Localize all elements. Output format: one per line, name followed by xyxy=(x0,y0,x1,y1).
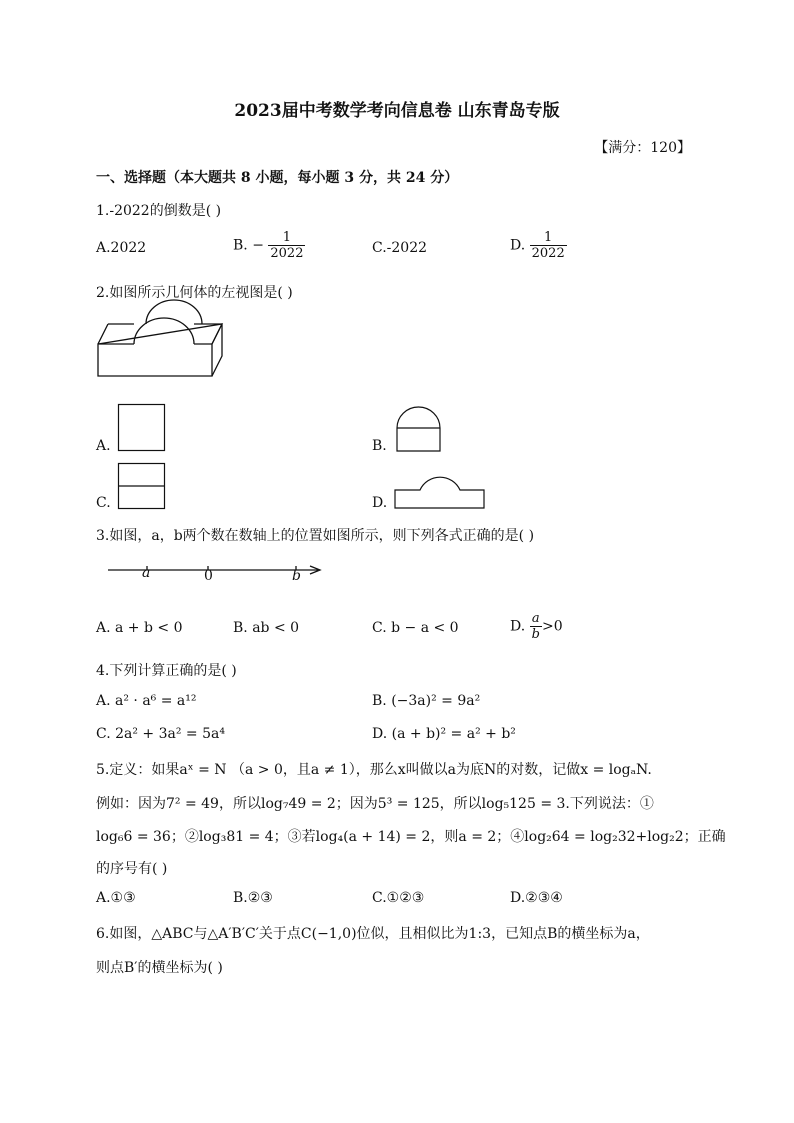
q5-option-a: A.①③ xyxy=(96,890,136,906)
q3-option-c: C. b − a < 0 xyxy=(372,620,459,636)
q5-option-c: C.①②③ xyxy=(372,890,425,906)
q2-option-d-label: D. xyxy=(372,495,388,511)
section-heading: 一、选择题（本大题共 8 小题，每小题 3 分，共 24 分） xyxy=(96,170,459,186)
q5-line-3: log₆6 = 36；②log₃81 = 4；③若log₄(a + 14) = 2，则a = 2；④log₂64 = log₂32+log₂2；正确 xyxy=(96,829,726,845)
q5-line-1: 5.定义：如果aˣ = N （a > 0，且a ≠ 1），那么x叫做以a为底N的对数，记做x = logₐN. xyxy=(96,762,652,778)
axis-label-a: a xyxy=(142,565,151,581)
q5-option-b: B.②③ xyxy=(233,890,273,906)
q4-stem: 4.下列计算正确的是( ) xyxy=(96,663,237,679)
q5-line-2: 例如：因为7² = 49，所以log₇49 = 2；因为5³ = 125，所以log₅125 = 3.下列说法：① xyxy=(96,796,654,812)
q3-stem: 3.如图，a，b两个数在数轴上的位置如图所示，则下列各式正确的是( ) xyxy=(96,528,535,544)
q2-stem: 2.如图所示几何体的左视图是( ) xyxy=(96,285,293,301)
q2-option-b-figure xyxy=(396,406,442,454)
q1-option-d: D. $\frac{1}{2022}$ xyxy=(510,230,565,261)
q2-option-a-figure xyxy=(118,404,166,452)
score-label: 【满分：120】 xyxy=(594,140,691,156)
q6-line-2: 则点B′的横坐标为( ) xyxy=(96,960,223,976)
q6-line-1: 6.如图，△ABC与△A′B′C′关于点C(−1,0)位似，且相似比为1:3，已知点B的横坐标为a， xyxy=(96,926,650,942)
q2-option-d-figure xyxy=(394,466,486,510)
q1-option-c: C.-2022 xyxy=(372,240,428,256)
page-title: 2023届中考数学考向信息卷 山东青岛专版 xyxy=(234,101,560,121)
axis-label-b: b xyxy=(292,568,301,584)
axis-label-0: 0 xyxy=(204,568,213,584)
q2-option-a-label: A. xyxy=(96,438,111,454)
q5-line-4: 的序号有( ) xyxy=(96,861,168,877)
q4-option-b: B. (−3a)² = 9a² xyxy=(372,693,481,709)
q3-option-d: D. $\frac{a}{b}$ >0 xyxy=(510,611,563,642)
q5-option-d: D.②③④ xyxy=(510,890,563,906)
q3-option-a: A. a + b < 0 xyxy=(96,620,183,636)
q2-option-c-figure xyxy=(118,463,166,511)
q4-option-a: A. a² · a⁶ = a¹² xyxy=(96,693,197,709)
q1-option-a: A.2022 xyxy=(96,240,147,256)
q3-option-b: B. ab < 0 xyxy=(233,620,300,636)
q1-option-b: B. − $\frac{1}{2022}$ xyxy=(233,230,304,261)
q2-option-c-label: C. xyxy=(96,495,111,511)
q1-stem: 1.-2022的倒数是( ) xyxy=(96,203,222,219)
q2-option-b-label: B. xyxy=(372,438,387,454)
q4-option-d: D. (a + b)² = a² + b² xyxy=(372,726,516,742)
solid-figure xyxy=(96,308,231,382)
q4-option-c: C. 2a² + 3a² = 5a⁴ xyxy=(96,726,225,742)
